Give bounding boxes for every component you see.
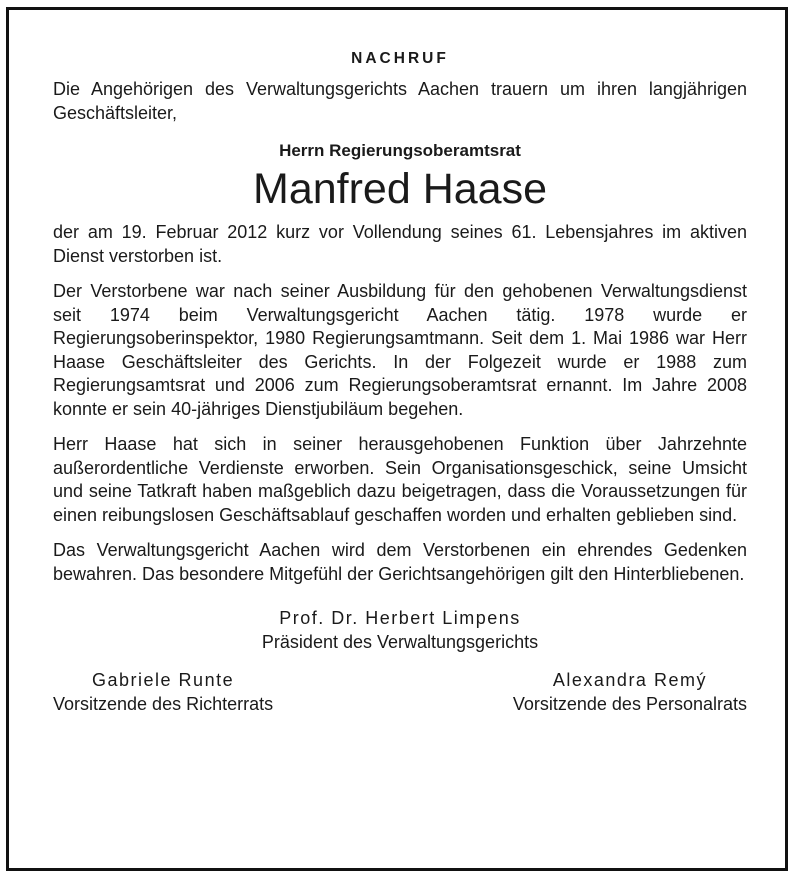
- left-signer-role: Vorsitzende des Richterrats: [53, 694, 274, 714]
- obituary-notice: [53, 50, 747, 716]
- deceased-title: Herrn Regierungsoberamtsrat: [279, 141, 521, 160]
- signature-president: [53, 606, 747, 654]
- president-name: Prof. Dr. Herbert Limpens: [279, 608, 521, 628]
- intro-text: Die Angehörigen des Verwaltungsgerichts Aachen trauern um ihren langjährigen Geschäftsleiter,: [53, 79, 747, 123]
- closing-paragraph: Das Verwaltungsgericht Aachen wird dem Verstorbenen ein ehrendes Gedenken bewahren. Das besondere Mitgefühl der Gerichtsangehörigen gilt den Hinterbliebenen.: [53, 540, 747, 584]
- right-signer-role: Vorsitzende des Personalrats: [512, 694, 747, 714]
- merits-paragraph: Herr Haase hat sich in seiner herausgehobenen Funktion über Jahrzehnte außerordentliche Verdienste erworben. Sein Organisationsgeschick, seine Umsicht und seine Tatkraft haben maßgeblich dazu beigetragen, dass die Voraussetzungen für einen reibungslosen Geschäftsablauf geschaffen worden und erhalten geblieben sind.: [53, 434, 747, 525]
- left-signer-name: Gabriele Runte: [92, 670, 235, 690]
- signature-left: [53, 668, 273, 716]
- notice-heading: NACHRUF: [351, 50, 449, 67]
- president-role: Präsident des Verwaltungsgerichts: [261, 632, 539, 652]
- signature-right: [513, 668, 747, 716]
- deceased-name: Manfred Haase: [253, 165, 547, 213]
- career-paragraph: Der Verstorbene war nach seiner Ausbildung für den gehobenen Verwaltungsdienst seit 1974 beim Verwaltungsgericht Aachen tätig. 1978 wurde er Regierungsoberinspektor, 1980 Regierungsamtmann. Seit dem 1. Mai 1986 war Herr Haase Geschäftsleiter des Gerichts. In der Folgezeit wurde er 1988 zum Regierungsamtsrat und 2006 zum Regierungsoberamtsrat ernannt. Im Jahre 2008 konnte er sein 40-jähriges Dienstjubiläum begehen.: [53, 281, 747, 419]
- death-statement: der am 19. Februar 2012 kurz vor Vollendung seines 61. Lebensjahres im aktiven Dienst verstorben ist.: [53, 222, 747, 266]
- right-signer-name: Alexandra Remý: [552, 670, 707, 690]
- signature-row: [53, 668, 747, 716]
